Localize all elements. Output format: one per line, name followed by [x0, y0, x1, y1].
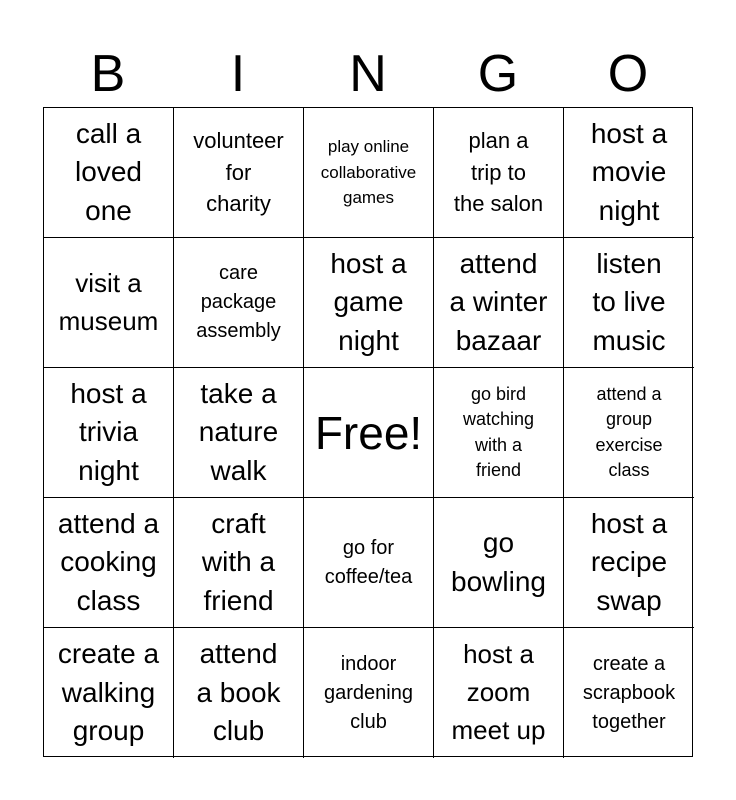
- bingo-cell-create-a-walking-group[interactable]: [44, 628, 174, 758]
- bingo-cell-call-a-loved-one[interactable]: [44, 108, 174, 238]
- cell-label: visit a museum: [58, 267, 159, 336]
- bingo-cell-care-package-assembly[interactable]: [174, 238, 304, 368]
- cell-label: host a zoom meet up: [451, 639, 546, 745]
- bingo-header: [43, 40, 693, 108]
- cell-label: host a recipe swap: [590, 507, 668, 616]
- bingo-cell-free-space[interactable]: [304, 368, 434, 498]
- bingo-cell-take-a-nature-walk[interactable]: [174, 368, 304, 498]
- bingo-cell-create-a-scrapbook-together[interactable]: [564, 628, 694, 758]
- bingo-cell-attend-a-winter-bazaar[interactable]: [434, 238, 564, 368]
- bingo-cell-plan-a-trip-to-the-salon[interactable]: [434, 108, 564, 238]
- cell-label: host a trivia night: [70, 377, 147, 486]
- cell-label: plan a trip to the salon: [453, 127, 544, 217]
- bingo-cell-host-a-game-night[interactable]: [304, 238, 434, 368]
- header-letter-g: G: [477, 45, 519, 103]
- cell-label: go bowling: [451, 526, 546, 597]
- bingo-cell-go-for-coffee-tea[interactable]: [304, 498, 434, 628]
- cell-label: take a nature walk: [198, 377, 279, 486]
- cell-label: listen to live music: [592, 247, 666, 356]
- bingo-cell-attend-a-book-club[interactable]: [174, 628, 304, 758]
- bingo-cell-attend-a-group-exercise-class[interactable]: [564, 368, 694, 498]
- cell-label: create a walking group: [57, 638, 160, 747]
- cell-label: care package assembly: [196, 262, 281, 342]
- cell-label: attend a group exercise class: [595, 384, 663, 480]
- bingo-cell-host-a-trivia-night[interactable]: [44, 368, 174, 498]
- bingo-cell-indoor-gardening-club[interactable]: [304, 628, 434, 758]
- cell-label: create a scrapbook together: [582, 652, 676, 733]
- bingo-cell-listen-to-live-music[interactable]: [564, 238, 694, 368]
- cell-label: indoor gardening club: [324, 652, 413, 733]
- bingo-cell-volunteer-for-charity[interactable]: [174, 108, 304, 238]
- bingo-cell-play-online-collaborative-games[interactable]: [304, 108, 434, 238]
- bingo-cell-host-a-zoom-meet-up[interactable]: [434, 628, 564, 758]
- bingo-cell-craft-with-a-friend[interactable]: [174, 498, 304, 628]
- cell-label: call a loved one: [75, 117, 142, 226]
- cell-label: craft with a friend: [201, 507, 276, 616]
- bingo-cell-visit-a-museum[interactable]: [44, 238, 174, 368]
- header-letter-i: I: [230, 45, 246, 103]
- bingo-cell-attend-a-cooking-class[interactable]: [44, 498, 174, 628]
- cell-label: go bird watching with a friend: [462, 384, 535, 480]
- cell-label: Free!: [314, 406, 423, 459]
- cell-label: play online collaborative games: [320, 137, 417, 208]
- bingo-cell-host-a-recipe-swap[interactable]: [564, 498, 694, 628]
- header-letter-n: N: [349, 45, 387, 103]
- cell-label: attend a cooking class: [57, 507, 160, 616]
- bingo-cell-host-a-movie-night[interactable]: [564, 108, 694, 238]
- bingo-board: [43, 107, 693, 757]
- cell-label: host a movie night: [590, 117, 668, 226]
- header-letter-o: O: [607, 45, 649, 103]
- cell-label: volunteer for charity: [193, 127, 284, 217]
- cell-label: attend a winter bazaar: [449, 247, 548, 356]
- cell-label: host a game night: [330, 247, 407, 356]
- bingo-cell-go-bowling[interactable]: [434, 498, 564, 628]
- cell-label: go for coffee/tea: [324, 536, 413, 588]
- cell-label: attend a book club: [196, 638, 281, 747]
- header-letter-b: B: [90, 45, 126, 103]
- bingo-cell-go-bird-watching-with-a-friend[interactable]: [434, 368, 564, 498]
